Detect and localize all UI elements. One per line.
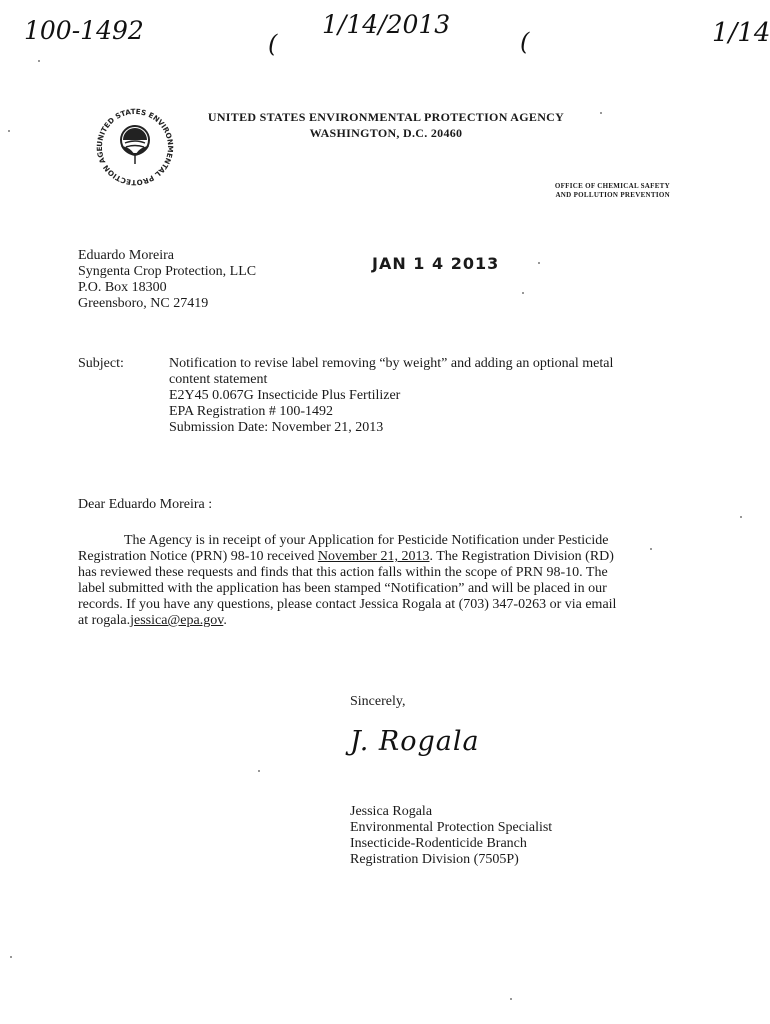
- body-line-6: [78, 613, 616, 629]
- scan-speck: [740, 516, 742, 518]
- signer-branch: Insecticide-Rodenticide Branch: [350, 836, 527, 851]
- body-line-2-pre: Registration Notice (PRN) 98-10 received: [78, 549, 318, 564]
- epa-seal: [92, 104, 178, 190]
- body-line-4: label submitted with the application has been stamped “Notification” and will be placed in our: [78, 581, 607, 596]
- scan-speck: [8, 130, 10, 132]
- body-line-6-post: .: [223, 613, 227, 628]
- body-line-3: has reviewed these requests and finds that this action falls within the scope of PRN 98-10. The: [78, 565, 608, 580]
- subject-registration: EPA Registration # 100-1492: [169, 404, 333, 419]
- handwritten-reg-number: 100-1492: [24, 16, 144, 45]
- subject-submission-date: Submission Date: November 21, 2013: [169, 420, 384, 435]
- handwritten-date: 1/14/2013: [322, 10, 451, 39]
- scan-speck: [258, 770, 260, 772]
- body-line-6-pre: at rogala.: [78, 613, 131, 628]
- recipient-address: [78, 248, 256, 312]
- signer-name: Jessica Rogala: [350, 804, 433, 819]
- office-line-1: OFFICE OF CHEMICAL SAFETY: [554, 182, 670, 190]
- body-paragraph: [78, 533, 616, 629]
- scan-speck: [522, 292, 524, 294]
- body-line-2: [78, 549, 616, 565]
- scan-speck: [510, 998, 512, 1000]
- body-line-5: records. If you have any questions, please contact Jessica Rogala at (703) 347-0263 or via email: [78, 597, 617, 612]
- scan-speck: [650, 548, 652, 550]
- received-date: November 21, 2013: [317, 549, 430, 564]
- handwritten-paren-left: (: [268, 30, 278, 58]
- body-line-2-post: . The Registration Division (RD): [429, 549, 614, 564]
- subject-product: E2Y45 0.067G Insecticide Plus Fertilizer: [169, 388, 401, 403]
- closing: Sincerely,: [350, 694, 406, 709]
- recipient-company: Syngenta Crop Protection, LLC: [78, 264, 257, 279]
- handwritten-paren-right: (: [520, 28, 530, 56]
- recipient-name: Eduardo Moreira: [78, 248, 175, 263]
- subject-line-2: content statement: [169, 372, 268, 387]
- date-stamp: JAN 1 4 2013: [372, 254, 500, 273]
- recipient-po-box: P.O. Box 18300: [78, 280, 167, 295]
- scan-speck: [38, 60, 40, 62]
- signature: J. Rogala: [350, 726, 480, 757]
- subject-line-1: Notification to revise label removing “by weight” and adding an optional metal: [169, 356, 614, 371]
- contact-email-link[interactable]: jessica@epa.gov: [130, 613, 224, 628]
- office-block: [470, 182, 670, 200]
- scan-speck: [600, 112, 602, 114]
- scan-speck: [10, 956, 12, 958]
- epa-seal-graphic: [92, 104, 178, 190]
- body-line-1: The Agency is in receipt of your Application for Pesticide Notification under Pesticide: [124, 533, 609, 548]
- seal-text: UNITED STATES ENVIRONMENTAL PROTECTION AGE: [94, 106, 176, 188]
- subject-label: Subject:: [78, 356, 124, 371]
- signer-division: Registration Division (7505P): [350, 852, 519, 867]
- signer-title: Environmental Protection Specialist: [350, 820, 553, 835]
- subject-block: [169, 356, 613, 436]
- recipient-city: Greensboro, NC 27419: [78, 296, 209, 311]
- agency-city: WASHINGTON, D.C. 20460: [309, 126, 463, 140]
- agency-name: UNITED STATES ENVIRONMENTAL PROTECTION AGENCY: [207, 110, 565, 124]
- salutation: Dear Eduardo Moreira :: [78, 497, 213, 512]
- office-line-2: AND POLLUTION PREVENTION: [555, 191, 670, 199]
- signer-block: [350, 804, 552, 868]
- handwritten-page-marker: 1/14: [712, 18, 770, 48]
- scan-speck: [538, 262, 540, 264]
